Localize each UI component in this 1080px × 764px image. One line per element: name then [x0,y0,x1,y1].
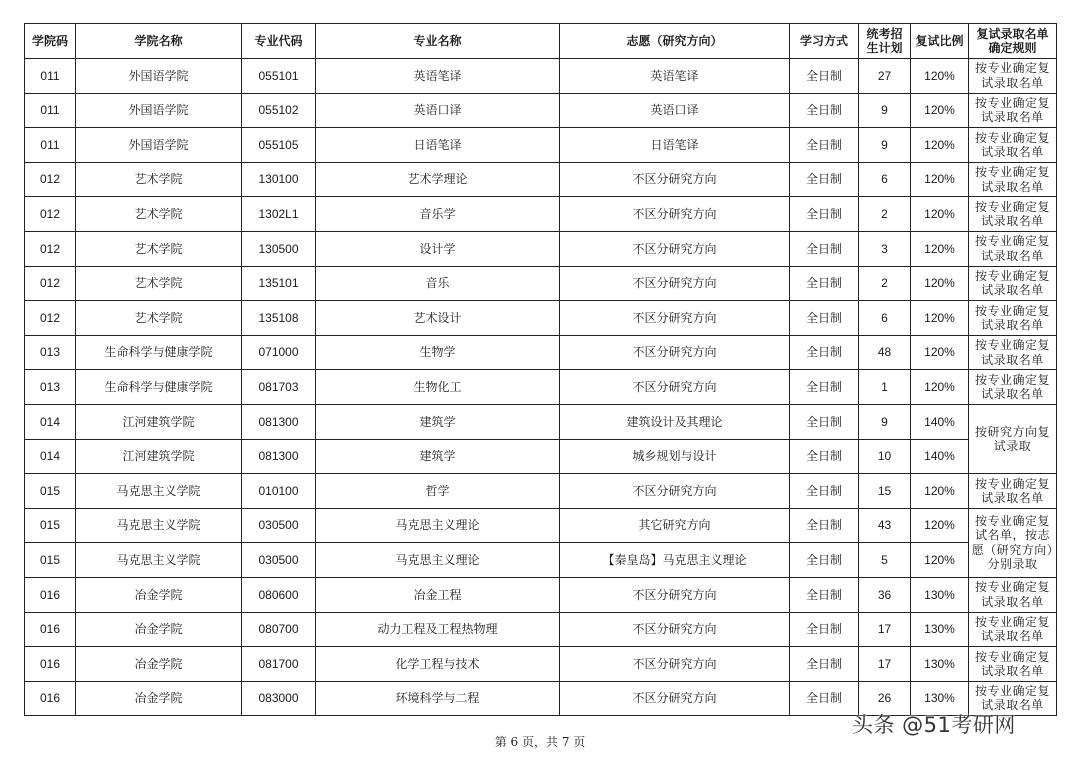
cell-plan: 9 [859,128,911,163]
table-body [25,59,1057,716]
cell-college-code: 015 [25,543,76,578]
cell-ratio: 120% [911,59,969,94]
cell-major-code: 081300 [242,439,316,474]
cell-major-code: 083000 [242,681,316,716]
cell-major-code: 080700 [242,612,316,647]
cell-plan: 17 [859,612,911,647]
cell-ratio: 120% [911,197,969,232]
cell-rule: 按专业确定复试录取名单 [969,370,1057,405]
cell-rule: 按专业确定复试录取名单 [969,612,1057,647]
table-row [25,231,1057,266]
cell-study-mode: 全日制 [790,543,859,578]
cell-direction: 不区分研究方向 [560,370,790,405]
cell-direction: 不区分研究方向 [560,681,790,716]
cell-major-code: 055105 [242,128,316,163]
cell-ratio: 120% [911,231,969,266]
table-row [25,612,1057,647]
cell-plan: 2 [859,197,911,232]
cell-college-code: 013 [25,370,76,405]
cell-direction: 不区分研究方向 [560,231,790,266]
table-row [25,439,1057,474]
cell-college-name: 江河建筑学院 [76,439,242,474]
cell-college-name: 艺术学院 [76,266,242,301]
cell-college-name: 艺术学院 [76,301,242,336]
header-row [25,24,1057,59]
cell-ratio: 120% [911,508,969,543]
cell-college-code: 016 [25,577,76,612]
cell-plan: 48 [859,335,911,370]
cell-college-name: 江河建筑学院 [76,404,242,439]
cell-major-name: 英语口译 [316,93,560,128]
cell-ratio: 130% [911,681,969,716]
cell-major-code: 030500 [242,508,316,543]
cell-ratio: 120% [911,266,969,301]
cell-college-name: 冶金学院 [76,612,242,647]
cell-major-name: 艺术设计 [316,301,560,336]
cell-ratio: 120% [911,335,969,370]
cell-plan: 9 [859,404,911,439]
cell-study-mode: 全日制 [790,59,859,94]
table-row [25,508,1057,543]
header-rule: 复试录取名单确定规则 [969,24,1057,59]
cell-major-name: 音乐学 [316,197,560,232]
cell-major-name: 马克思主义理论 [316,508,560,543]
cell-college-name: 冶金学院 [76,681,242,716]
table-row [25,577,1057,612]
cell-rule: 按专业确定复试名单，按志愿（研究方向）分别录取 [969,508,1057,577]
cell-college-name: 艺术学院 [76,162,242,197]
cell-plan: 9 [859,93,911,128]
cell-major-name: 设计学 [316,231,560,266]
cell-college-code: 014 [25,439,76,474]
cell-plan: 1 [859,370,911,405]
cell-rule: 按专业确定复试录取名单 [969,301,1057,336]
cell-college-code: 016 [25,681,76,716]
table-row [25,128,1057,163]
cell-major-name: 冶金工程 [316,577,560,612]
table-row [25,59,1057,94]
cell-college-code: 012 [25,162,76,197]
cell-rule: 按专业确定复试录取名单 [969,681,1057,716]
cell-direction: 不区分研究方向 [560,612,790,647]
cell-ratio: 120% [911,543,969,578]
cell-study-mode: 全日制 [790,474,859,509]
cell-rule: 按研究方向复试录取 [969,404,1057,473]
cell-college-code: 015 [25,474,76,509]
cell-college-name: 生命科学与健康学院 [76,370,242,405]
cell-college-code: 012 [25,301,76,336]
cell-college-code: 011 [25,93,76,128]
cell-major-name: 日语笔译 [316,128,560,163]
cell-study-mode: 全日制 [790,647,859,682]
cell-direction: 【秦皇岛】马克思主义理论 [560,543,790,578]
cell-college-code: 015 [25,508,76,543]
cell-major-name: 生物学 [316,335,560,370]
cell-study-mode: 全日制 [790,128,859,163]
cell-direction: 不区分研究方向 [560,474,790,509]
cell-study-mode: 全日制 [790,266,859,301]
cell-study-mode: 全日制 [790,681,859,716]
cell-rule: 按专业确定复试录取名单 [969,231,1057,266]
cell-direction: 不区分研究方向 [560,301,790,336]
cell-ratio: 130% [911,577,969,612]
cell-plan: 17 [859,647,911,682]
cell-college-code: 016 [25,647,76,682]
cell-direction: 英语口译 [560,93,790,128]
cell-college-code: 012 [25,197,76,232]
cell-rule: 按专业确定复试录取名单 [969,577,1057,612]
cell-college-name: 冶金学院 [76,647,242,682]
cell-major-code: 055101 [242,59,316,94]
page-footer: 第 6 页，共 7 页 [494,735,586,749]
cell-direction: 不区分研究方向 [560,335,790,370]
cell-study-mode: 全日制 [790,162,859,197]
table-row [25,301,1057,336]
header-college-code: 学院码 [25,24,76,59]
table-row [25,370,1057,405]
cell-plan: 36 [859,577,911,612]
cell-ratio: 120% [911,301,969,336]
cell-rule: 按专业确定复试录取名单 [969,197,1057,232]
cell-ratio: 120% [911,474,969,509]
table-row [25,197,1057,232]
cell-plan: 6 [859,162,911,197]
admissions-table [24,23,1057,716]
cell-study-mode: 全日制 [790,508,859,543]
cell-rule: 按专业确定复试录取名单 [969,162,1057,197]
cell-plan: 15 [859,474,911,509]
cell-ratio: 140% [911,439,969,474]
cell-ratio: 120% [911,370,969,405]
cell-plan: 3 [859,231,911,266]
cell-major-code: 1302L1 [242,197,316,232]
cell-plan: 5 [859,543,911,578]
cell-plan: 26 [859,681,911,716]
cell-direction: 不区分研究方向 [560,162,790,197]
cell-study-mode: 全日制 [790,612,859,647]
cell-major-code: 071000 [242,335,316,370]
cell-college-name: 马克思主义学院 [76,474,242,509]
cell-study-mode: 全日制 [790,231,859,266]
cell-direction: 不区分研究方向 [560,647,790,682]
cell-major-code: 081700 [242,647,316,682]
cell-study-mode: 全日制 [790,370,859,405]
cell-college-code: 011 [25,59,76,94]
watermark: 头条 @51考研网 [852,713,1016,737]
table-row [25,543,1057,578]
header-plan: 统考招生计划 [859,24,911,59]
cell-major-name: 动力工程及工程热物理 [316,612,560,647]
cell-college-name: 马克思主义学院 [76,508,242,543]
header-direction: 志愿（研究方向） [560,24,790,59]
cell-rule: 按专业确定复试录取名单 [969,93,1057,128]
cell-major-name: 建筑学 [316,404,560,439]
cell-direction: 不区分研究方向 [560,266,790,301]
header-major-name: 专业名称 [316,24,560,59]
cell-major-code: 130500 [242,231,316,266]
cell-college-code: 012 [25,231,76,266]
cell-rule: 按专业确定复试录取名单 [969,59,1057,94]
cell-college-name: 艺术学院 [76,231,242,266]
table-row [25,474,1057,509]
cell-direction: 建筑设计及其理论 [560,404,790,439]
cell-major-name: 化学工程与技术 [316,647,560,682]
cell-direction: 不区分研究方向 [560,577,790,612]
cell-study-mode: 全日制 [790,404,859,439]
cell-major-name: 艺术学理论 [316,162,560,197]
cell-major-code: 135108 [242,301,316,336]
cell-major-name: 马克思主义理论 [316,543,560,578]
header-study-mode: 学习方式 [790,24,859,59]
cell-major-name: 哲学 [316,474,560,509]
cell-college-name: 马克思主义学院 [76,543,242,578]
cell-college-code: 011 [25,128,76,163]
cell-study-mode: 全日制 [790,93,859,128]
cell-study-mode: 全日制 [790,335,859,370]
cell-plan: 6 [859,301,911,336]
cell-ratio: 130% [911,612,969,647]
cell-major-name: 环境科学与二程 [316,681,560,716]
cell-major-code: 010100 [242,474,316,509]
cell-rule: 按专业确定复试录取名单 [969,335,1057,370]
cell-study-mode: 全日制 [790,439,859,474]
header-ratio: 复试比例 [911,24,969,59]
cell-college-name: 外国语学院 [76,93,242,128]
cell-major-code: 081703 [242,370,316,405]
cell-major-code: 030500 [242,543,316,578]
cell-direction: 城乡规划与设计 [560,439,790,474]
header-college-name: 学院名称 [76,24,242,59]
cell-major-name: 英语笔译 [316,59,560,94]
table-row [25,266,1057,301]
cell-college-name: 外国语学院 [76,59,242,94]
cell-ratio: 140% [911,404,969,439]
table-row [25,93,1057,128]
cell-major-code: 130100 [242,162,316,197]
table-row [25,647,1057,682]
cell-major-code: 135101 [242,266,316,301]
cell-study-mode: 全日制 [790,577,859,612]
cell-ratio: 120% [911,128,969,163]
cell-college-name: 冶金学院 [76,577,242,612]
cell-study-mode: 全日制 [790,197,859,232]
cell-college-code: 014 [25,404,76,439]
cell-plan: 10 [859,439,911,474]
header-major-code: 专业代码 [242,24,316,59]
cell-college-name: 艺术学院 [76,197,242,232]
cell-major-name: 生物化工 [316,370,560,405]
table-row [25,404,1057,439]
cell-direction: 日语笔译 [560,128,790,163]
table-header [25,24,1057,59]
cell-direction: 英语笔译 [560,59,790,94]
cell-direction: 不区分研究方向 [560,197,790,232]
cell-major-name: 音乐 [316,266,560,301]
cell-ratio: 120% [911,162,969,197]
cell-college-code: 013 [25,335,76,370]
cell-college-code: 016 [25,612,76,647]
cell-ratio: 130% [911,647,969,682]
table-row [25,335,1057,370]
cell-major-name: 建筑学 [316,439,560,474]
cell-rule: 按专业确定复试录取名单 [969,474,1057,509]
table-row [25,162,1057,197]
cell-college-name: 生命科学与健康学院 [76,335,242,370]
cell-college-code: 012 [25,266,76,301]
cell-major-code: 081300 [242,404,316,439]
cell-ratio: 120% [911,93,969,128]
cell-plan: 27 [859,59,911,94]
cell-rule: 按专业确定复试录取名单 [969,128,1057,163]
cell-study-mode: 全日制 [790,301,859,336]
cell-rule: 按专业确定复试录取名单 [969,647,1057,682]
cell-plan: 2 [859,266,911,301]
cell-direction: 其它研究方向 [560,508,790,543]
cell-college-name: 外国语学院 [76,128,242,163]
cell-plan: 43 [859,508,911,543]
cell-rule: 按专业确定复试录取名单 [969,266,1057,301]
cell-major-code: 080600 [242,577,316,612]
cell-major-code: 055102 [242,93,316,128]
